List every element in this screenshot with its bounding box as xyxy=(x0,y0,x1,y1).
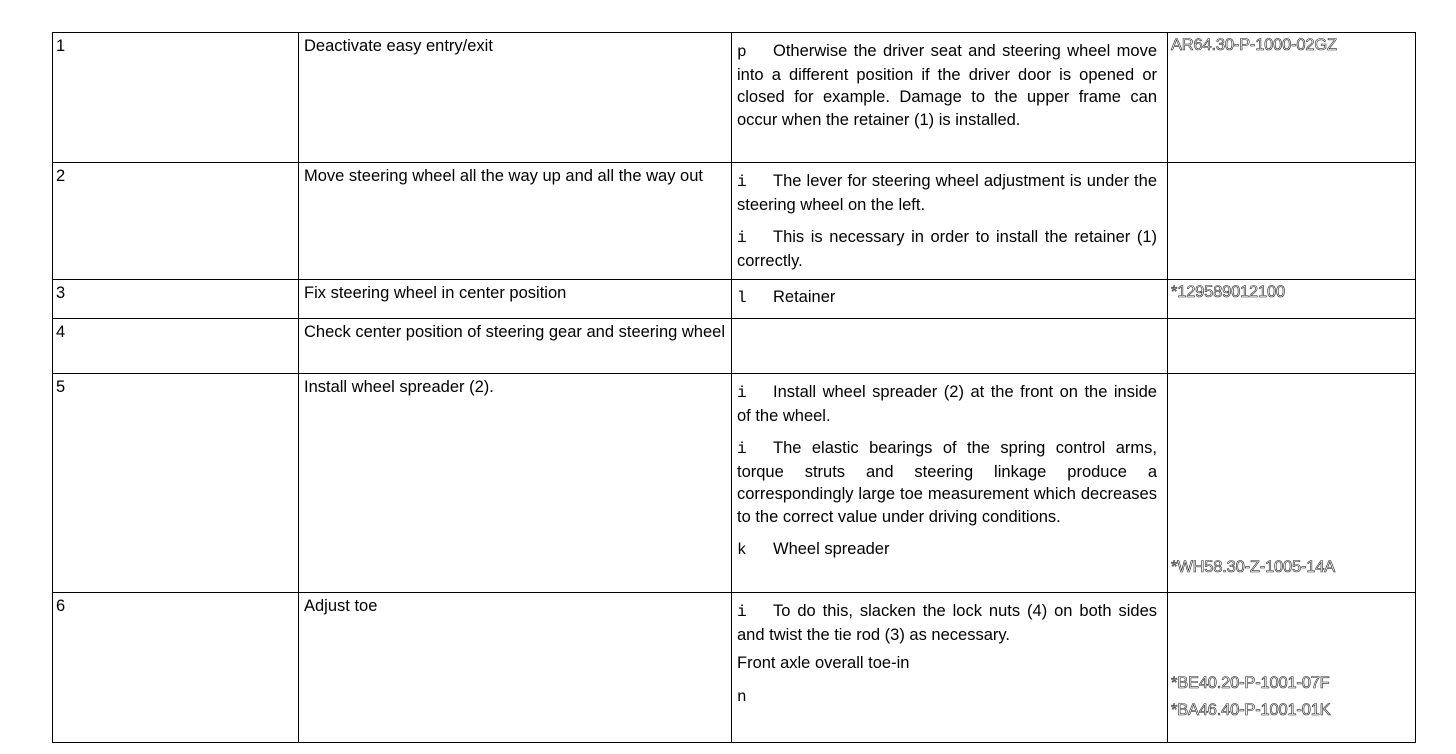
part-number-reference: *129589012100 xyxy=(1171,283,1285,301)
procedure-table xyxy=(52,32,1416,743)
info-note: i Install wheel spreader (2) at the front on the inside of the wheel. xyxy=(737,383,1157,425)
step-number: 2 xyxy=(53,163,299,280)
step-notes xyxy=(732,593,1168,743)
info-note: i The lever for steering wheel adjustment is under the steering wheel on the left. xyxy=(737,172,1157,214)
warning-note: p Otherwise the driver seat and steering wheel move into a different position if the driver door is opened or closed for example. Damage to the upper frame can occur when the retainer (1) is installed. xyxy=(737,42,1157,129)
step-notes xyxy=(732,319,1168,374)
step-action: Adjust toe xyxy=(299,593,732,743)
tool-symbol: l xyxy=(737,289,747,307)
table-row xyxy=(53,319,1416,374)
step-notes xyxy=(732,280,1168,319)
step-number: 6 xyxy=(53,593,299,743)
step-refs xyxy=(1168,593,1416,743)
tool-note: l Retainer xyxy=(737,286,1157,310)
spec-note: Front axle overall toe-in xyxy=(737,654,910,672)
info-symbol: i xyxy=(737,229,747,247)
step-refs xyxy=(1168,319,1416,374)
step-action: Check center position of steering gear and steering wheel xyxy=(299,319,732,374)
info-note: i This is necessary in order to install the retainer (1) correctly. xyxy=(737,228,1157,270)
info-note: i The elastic bearings of the spring control arms, torque struts and steering linkage produce a correspondingly large toe measurement which decreases to the correct value under driving conditions. xyxy=(737,439,1157,526)
step-notes xyxy=(732,374,1168,593)
step-notes xyxy=(732,33,1168,163)
step-number: 4 xyxy=(53,319,299,374)
table-row xyxy=(53,163,1416,280)
step-number: 1 xyxy=(53,33,299,163)
step-action: Move steering wheel all the way up and all the way out xyxy=(299,163,732,280)
step-action: Install wheel spreader (2). xyxy=(299,374,732,593)
tool-note: k Wheel spreader xyxy=(737,538,1157,562)
procedure-reference: *BA46.40-P-1001-01K xyxy=(1171,700,1331,719)
step-notes xyxy=(732,163,1168,280)
step-number: 5 xyxy=(53,374,299,593)
table-row xyxy=(53,374,1416,593)
step-action: Fix steering wheel in center position xyxy=(299,280,732,319)
tool-reference: *WH58.30-Z-1005-14A xyxy=(1171,557,1336,576)
document-reference: AR64.30-P-1000-02GZ xyxy=(1171,36,1337,54)
table-row xyxy=(53,593,1416,743)
warning-symbol: p xyxy=(737,43,747,61)
info-symbol: i xyxy=(737,384,747,402)
step-refs xyxy=(1168,374,1416,593)
step-refs xyxy=(1168,280,1416,319)
info-symbol: i xyxy=(737,603,747,621)
info-symbol: i xyxy=(737,440,747,458)
step-action: Deactivate easy entry/exit xyxy=(299,33,732,163)
table-row xyxy=(53,33,1416,163)
step-number: 3 xyxy=(53,280,299,319)
step-refs xyxy=(1168,163,1416,280)
tool-note xyxy=(737,685,1157,709)
info-symbol: i xyxy=(737,173,747,191)
tool-symbol: n xyxy=(737,687,747,706)
info-note: i To do this, slacken the lock nuts (4) on both sides and twist the tie rod (3) as necessary. xyxy=(737,602,1157,644)
tool-symbol: k xyxy=(737,541,747,559)
step-refs xyxy=(1168,33,1416,163)
spec-reference: *BE40.20-P-1001-07F xyxy=(1171,674,1330,692)
table-row xyxy=(53,280,1416,319)
